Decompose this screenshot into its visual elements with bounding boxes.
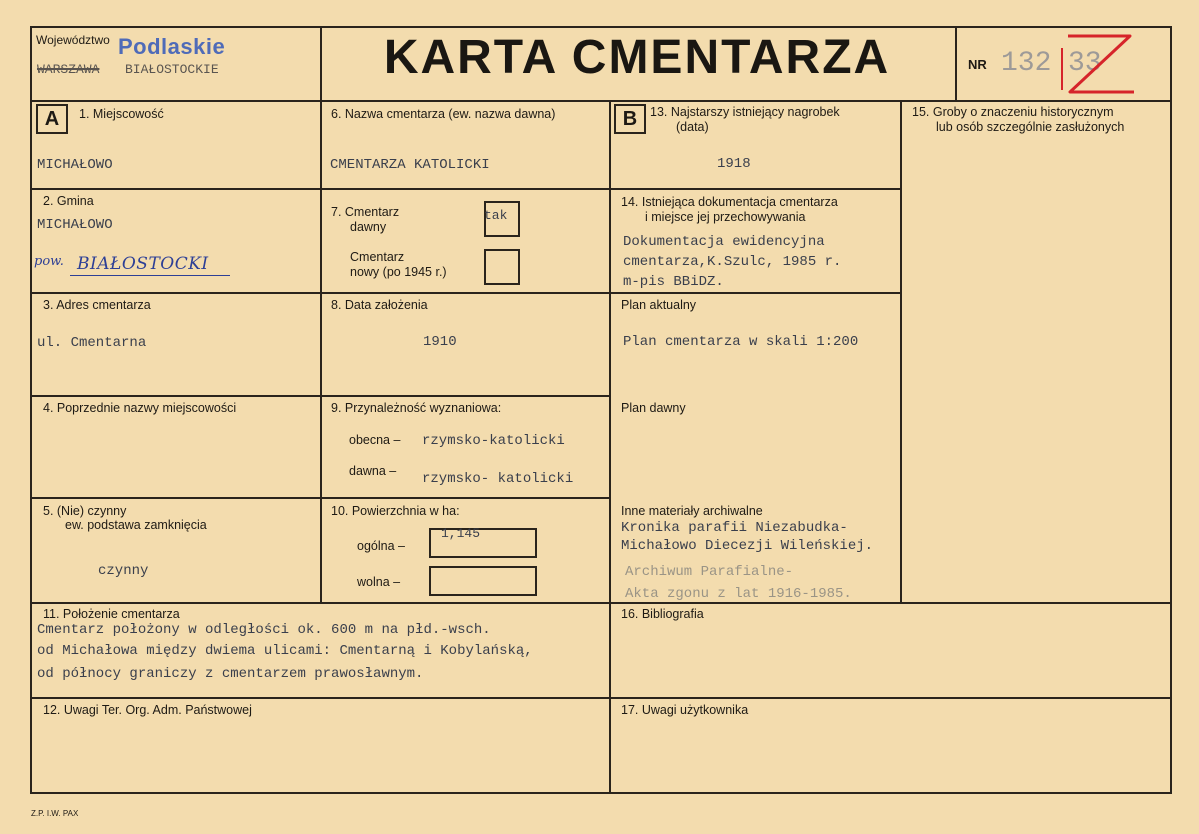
field-17-label: 17. Uwagi użytkownika	[621, 703, 749, 717]
inne-materialy-line1: Kronika parafii Niezabudka-	[621, 520, 848, 536]
plan-aktualny-value: Plan cmentarza w skali 1:200	[623, 334, 859, 350]
field-7-nowy-checkbox[interactable]	[484, 249, 520, 285]
field-14-label-line2: i miejsce jej przechowywania	[645, 210, 806, 224]
field-8-label: 8. Data założenia	[331, 298, 428, 312]
border-left	[30, 26, 32, 794]
row-3-4	[30, 395, 321, 397]
field-10-ogolna-label: ogólna –	[357, 539, 405, 553]
field-13-label-line2: (data)	[676, 120, 709, 134]
wojewodztwo-old-typed: BIAŁOSTOCKIE	[125, 62, 219, 77]
field-3-value: ul. Cmentarna	[37, 335, 147, 351]
row-11-12	[30, 697, 1172, 699]
field-10-wolna-box[interactable]	[429, 566, 537, 596]
field-13-label-line1: 13. Najstarszy istniejący nagrobek	[650, 105, 840, 119]
field-11-label: 11. Położenie cmentarza	[43, 607, 180, 621]
field-6-value: CMENTARZA KATOLICKI	[330, 157, 490, 173]
field-15-label-line1: 15. Groby o znaczeniu historycznym	[912, 105, 1114, 119]
field-2-value: MICHAŁOWO	[37, 217, 113, 233]
row-2-3	[30, 292, 321, 294]
wojewodztwo-old-struck: WARSZAWA	[37, 62, 100, 77]
row-9-10	[320, 497, 610, 499]
field-3-label: 3. Adres cmentarza	[43, 298, 151, 312]
row-7-8	[320, 292, 610, 294]
field-10-ogolna-value: 1,145	[441, 526, 481, 541]
row-8-9	[320, 395, 610, 397]
field-2-underline	[70, 275, 230, 276]
border-bottom	[30, 792, 1172, 794]
field-14-label-line1: 14. Istniejąca dokumentacja cmentarza	[621, 195, 838, 209]
field-16-label: 16. Bibliografia	[621, 607, 704, 621]
inne-materialy-label: Inne materiały archiwalne	[621, 504, 763, 518]
field-2-pow-prefix: pow.	[34, 254, 64, 269]
header-col-2	[955, 26, 957, 102]
field-13-value: 1918	[717, 156, 751, 172]
header-divider	[30, 100, 1172, 102]
field-1-value: MICHAŁOWO	[37, 157, 113, 173]
field-5-label-line2: ew. podstawa zamknięcia	[65, 518, 207, 532]
inne-materialy-line4: Akta zgonu z lat 1916-1985.	[625, 586, 852, 601]
field-2-label: 2. Gmina	[43, 194, 94, 208]
field-5-value: czynny	[98, 563, 149, 579]
plan-dawny-label: Plan dawny	[621, 401, 686, 415]
card-title: KARTA CMENTARZA	[383, 31, 891, 84]
field-7-dawny-value: tak	[484, 208, 508, 223]
border-top	[30, 26, 1172, 28]
field-14-line3: m-pis BBiDZ.	[623, 274, 724, 290]
field-7-nowy-label-line2: nowy (po 1945 r.)	[350, 265, 447, 279]
plan-aktualny-label: Plan aktualny	[621, 298, 697, 312]
red-z-mark	[1058, 30, 1138, 98]
nr-label: NR	[968, 57, 987, 72]
field-14-line1: Dokumentacja ewidencyjna	[623, 234, 825, 250]
inne-materialy-line3: Archiwum Parafialne-	[625, 564, 794, 580]
border-right	[1170, 26, 1172, 794]
field-7-nowy-label-line1: Cmentarz	[350, 250, 405, 264]
field-9-label: 9. Przynależność wyznaniowa:	[331, 401, 502, 415]
row-10-11	[30, 602, 1172, 604]
field-12-label: 12. Uwagi Ter. Org. Adm. Państwowej	[43, 703, 252, 717]
field-8-value: 1910	[423, 334, 457, 350]
col-divider-1	[320, 100, 322, 602]
field-11-line1: Cmentarz położony w odległości ok. 600 m na płd.-wsch.	[37, 622, 491, 638]
field-10-wolna-label: wolna –	[357, 575, 401, 589]
printer-footer: Z.P. I.W. PAX	[31, 809, 79, 818]
field-9-obecna-label: obecna –	[349, 433, 401, 447]
field-5-label-line1: 5. (Nie) czynny	[43, 504, 127, 518]
field-9-obecna-value: rzymsko-katolicki	[422, 433, 565, 449]
row-4-5	[30, 497, 321, 499]
section-b-letter: B	[614, 104, 646, 134]
field-6-label: 6. Nazwa cmentarza (ew. nazwa dawna)	[331, 107, 556, 121]
inne-materialy-line2: Michałowo Diecezji Wileńskiej.	[621, 538, 874, 554]
field-2-pow-value: BIAŁOSTOCKI	[77, 254, 209, 274]
col-divider-3	[900, 100, 902, 602]
wojewodztwo-label: Województwo	[36, 33, 110, 47]
field-4-label: 4. Poprzednie nazwy miejscowości	[43, 401, 237, 415]
nr-value: 132	[1001, 48, 1052, 79]
col-divider-2	[609, 100, 611, 794]
field-15-label-line2: lub osób szczególnie zasłużonych	[936, 120, 1125, 134]
row-14-plan	[609, 292, 901, 294]
section-a-letter: A	[36, 104, 68, 134]
wojewodztwo-stamp: Podlaskie	[118, 34, 226, 59]
field-11-line2: od Michałowa między dwiema ulicami: Cmentarną i Kobylańską,	[37, 643, 533, 659]
row-1-2	[30, 188, 321, 190]
field-1-label: 1. Miejscowość	[79, 107, 164, 121]
field-14-line2: cmentarza,K.Szulc, 1985 r.	[623, 254, 842, 270]
row-13-14	[609, 188, 901, 190]
field-9-dawna-value: rzymsko- katolicki	[422, 471, 574, 487]
field-9-dawna-label: dawna –	[349, 464, 397, 478]
field-11-line3: od północy graniczy z cmentarzem prawosławnym.	[37, 666, 424, 682]
field-7-label-line2: dawny	[350, 220, 387, 234]
field-10-label: 10. Powierzchnia w ha:	[331, 504, 460, 518]
field-7-label-line1: 7. Cmentarz	[331, 205, 400, 219]
nr-struck: 33	[1068, 48, 1102, 79]
row-6-7	[320, 188, 610, 190]
